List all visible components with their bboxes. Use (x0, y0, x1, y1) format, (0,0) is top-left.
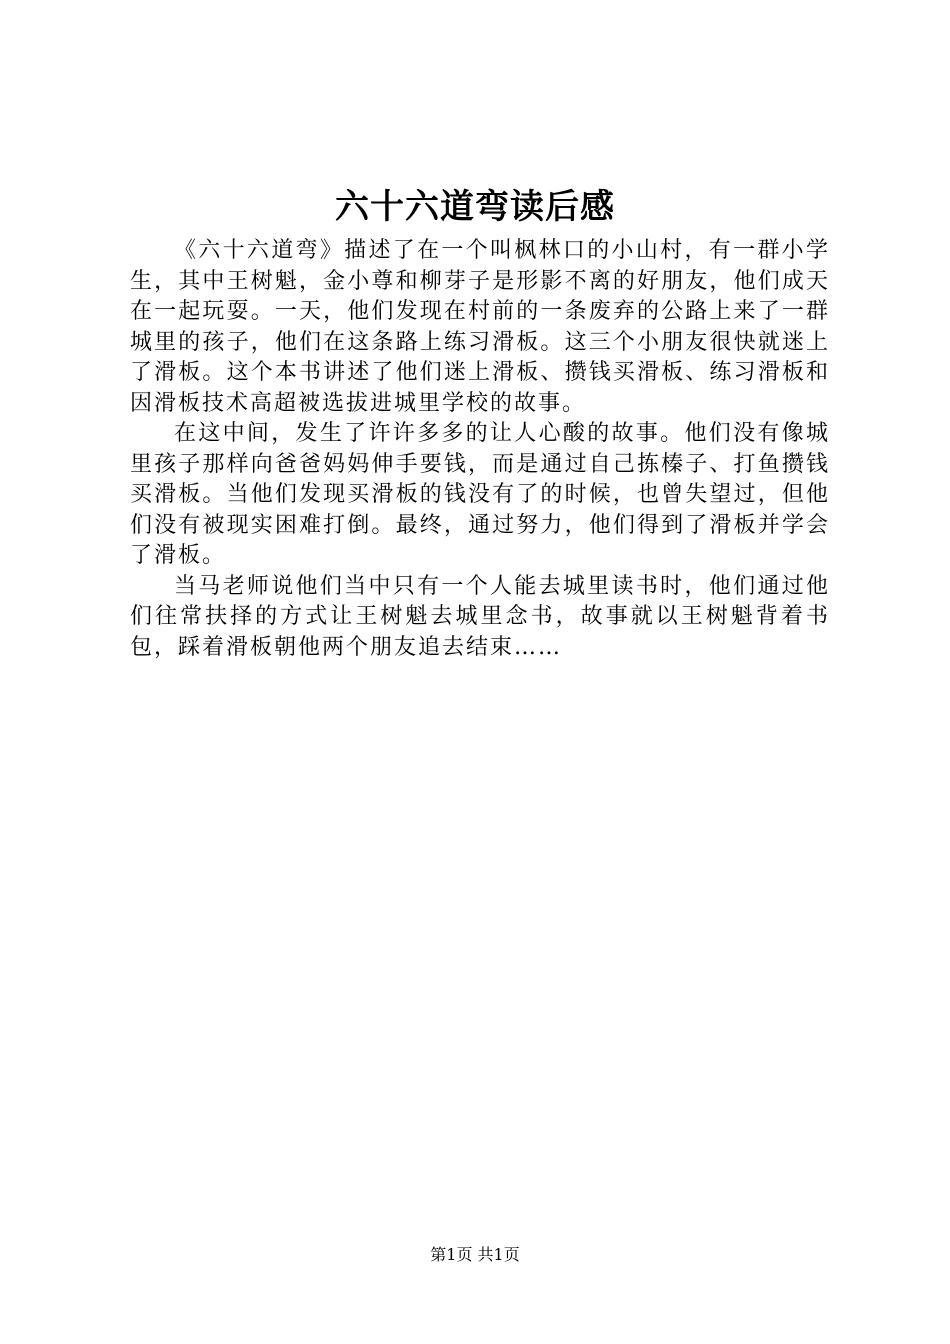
paragraph-2: 在这中间，发生了许许多多的让人心酸的故事。他们没有像城里孩子那样向爸爸妈妈伸手要钱，而是通过自己拣榛子、打鱼攒钱买滑板。当他们发现买滑板的钱没有了的时候，也曾失望过，但他们没有被现实困难打倒。最终，通过努力，他们得到了滑板并学会了滑板。 (130, 421, 830, 568)
document-body (130, 236, 830, 663)
page-footer: 第1页 共1页 (430, 1245, 520, 1264)
document-title: 六十六道弯读后感 (335, 187, 615, 227)
paragraph-1: 《六十六道弯》描述了在一个叫枫林口的小山村，有一群小学生，其中王树魁，金小尊和柳芽子是形影不离的好朋友，他们成天在一起玩耍。一天，他们发现在村前的一条废弃的公路上来了一群城里的孩子，他们在这条路上练习滑板。这三个小朋友很快就迷上了滑板。这个本书讲述了他们迷上滑板、攒钱买滑板、练习滑板和因滑板技术高超被选拔进城里学校的故事。 (130, 238, 830, 416)
paragraph-3: 当马老师说他们当中只有一个人能去城里读书时，他们通过他们往常扶择的方式让王树魁去城里念书，故事就以王树魁背着书包，踩着滑板朝他两个朋友追去结束…… (130, 573, 830, 660)
